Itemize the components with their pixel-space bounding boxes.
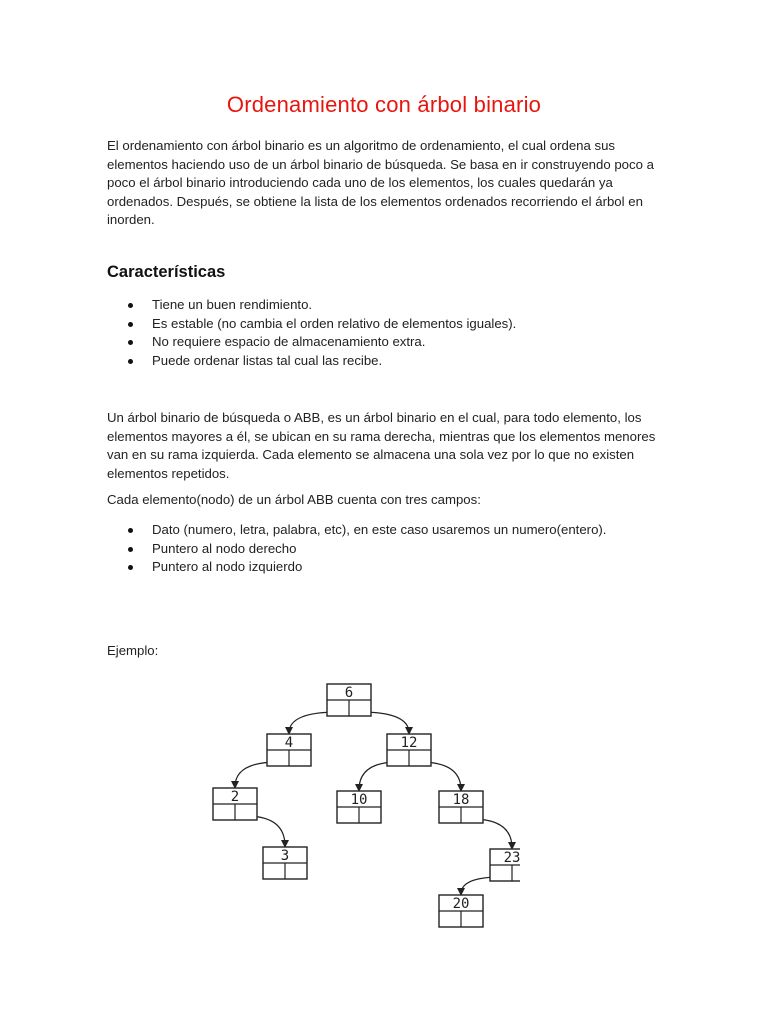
list-item: Puntero al nodo izquierdo [107, 558, 667, 577]
example-label: Ejemplo: [107, 643, 159, 658]
tree-node-label: 6 [344, 685, 354, 701]
fields-intro: Cada elemento(nodo) de un árbol ABB cuenta con tres campos: [107, 492, 481, 507]
tree-node-label: 10 [350, 792, 368, 808]
bullet-icon [128, 359, 133, 364]
tree-node [337, 791, 381, 823]
characteristics-list [107, 296, 667, 370]
tree-node [267, 734, 311, 766]
abb-paragraph: Un árbol binario de búsqueda o ABB, es un árbol binario en el cual, para todo elemento, los elementos mayores a él, se ubican en su rama derecha, mientras que los elementos menores van en su rama izquierda. Cada elemento se almacena una sola vez por lo que no existen elementos repetidos. [107, 410, 656, 481]
tree-node-label: 18 [452, 792, 470, 808]
tree-node-label: 20 [452, 896, 470, 912]
binary-search-tree-diagram [200, 676, 520, 930]
tree-node-label: 3 [280, 848, 290, 864]
tree-node [439, 895, 483, 927]
bullet-icon [128, 340, 133, 345]
list-item: Tiene un buen rendimiento. [107, 296, 667, 315]
bullet-icon [128, 565, 133, 570]
bullet-icon [128, 303, 133, 308]
bullet-icon [128, 528, 133, 533]
tree-node [439, 791, 483, 823]
fields-list [107, 521, 667, 577]
tree-node-label: 4 [284, 735, 294, 751]
tree-node [387, 734, 431, 766]
tree-node [213, 788, 257, 820]
list-item: Es estable (no cambia el orden relativo de elementos iguales). [107, 315, 667, 334]
list-item: No requiere espacio de almacenamiento extra. [107, 333, 667, 352]
bullet-icon [128, 547, 133, 552]
tree-node [490, 849, 520, 881]
list-item: Puntero al nodo derecho [107, 540, 667, 559]
list-item: Dato (numero, letra, palabra, etc), en este caso usaremos un numero(entero). [107, 521, 667, 540]
bullet-icon [128, 322, 133, 327]
characteristics-heading: Características [107, 263, 226, 281]
tree-node-label: 2 [230, 789, 240, 805]
tree-node-label: 23 [503, 850, 520, 866]
intro-paragraph: El ordenamiento con árbol binario es un algoritmo de ordenamiento, el cual ordena sus elementos haciendo uso de un árbol binario de búsqueda. Se basa en ir construyendo poco a poco el árbol binario introduciendo cada uno de los elementos, los cuales quedarán ya ordenados. Después, se obtiene la lista de los elementos ordenados recorriendo el árbol en inorden. [107, 138, 654, 228]
tree-node-label: 12 [400, 735, 418, 751]
tree-node [327, 684, 371, 716]
page-title: Ordenamiento con árbol binario [226, 92, 542, 117]
tree-node [263, 847, 307, 879]
list-item: Puede ordenar listas tal cual las recibe. [107, 352, 667, 371]
